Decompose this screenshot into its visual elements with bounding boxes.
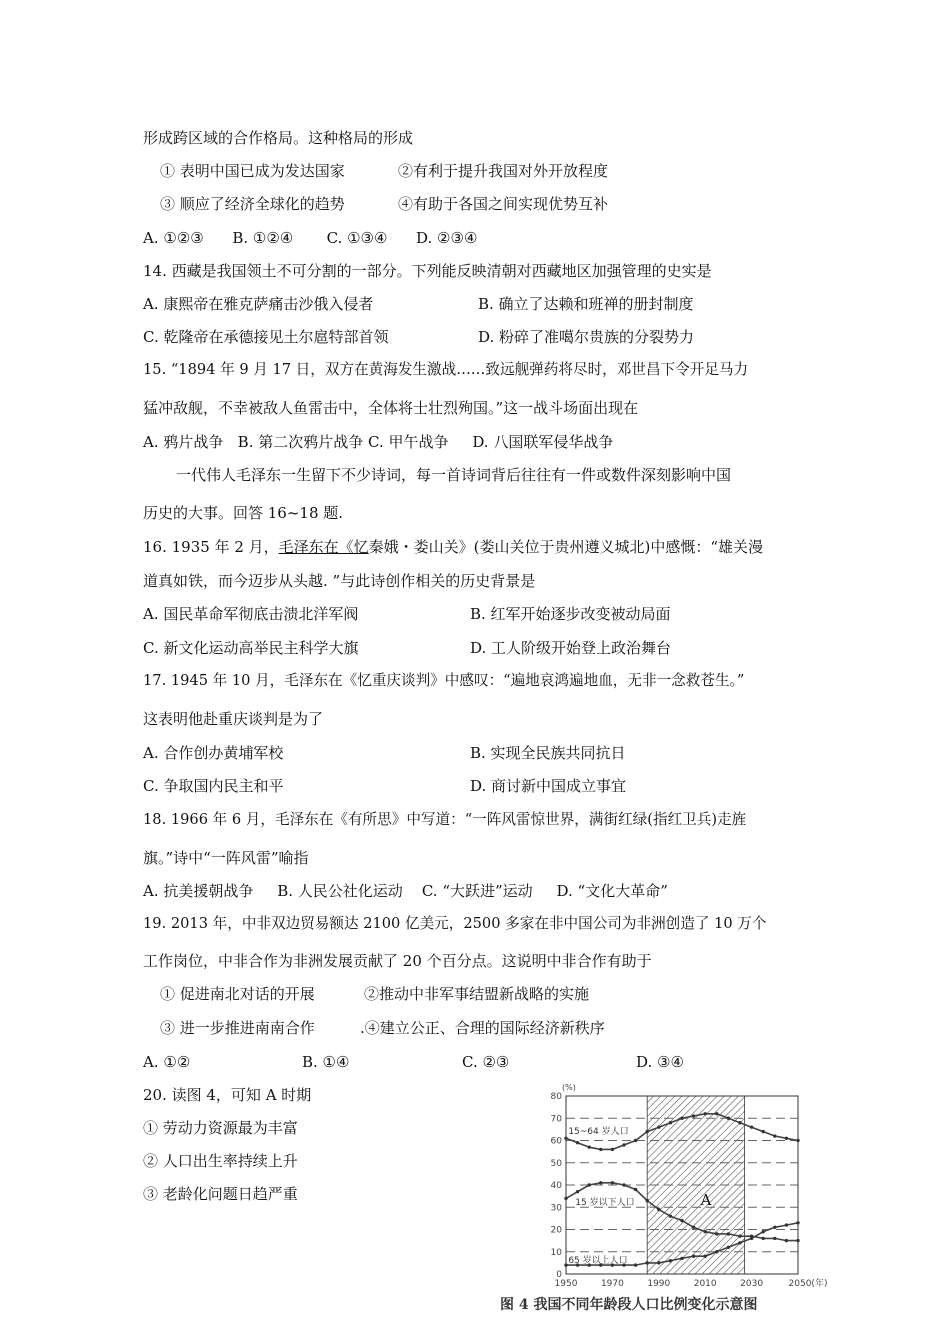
data-point — [599, 1181, 602, 1184]
data-point — [634, 1263, 637, 1266]
q14-stem: 14. 西藏是我国领土不可分割的一部分。下列能反映清朝对西藏地区加强管理的史实是 — [143, 262, 712, 280]
q13-stem-tail: 形成跨区域的合作格局。这种格局的形成 — [143, 129, 414, 147]
y-tick-label: 40 — [550, 1181, 562, 1191]
q13-statement-1: ① 表明中国已成为发达国家 — [160, 162, 345, 180]
q14-option-c: C. 乾隆帝在承德接见土尔扈特部首领 — [143, 328, 389, 346]
data-point — [738, 1121, 741, 1124]
x-tick-label: 2010 — [693, 1279, 717, 1289]
series-label: 15~64 岁人口 — [568, 1126, 629, 1137]
q20-stem: 20. 读图 4，可知 A 时期 — [143, 1086, 312, 1104]
x-tick-label: 1990 — [647, 1279, 671, 1289]
data-point — [762, 1237, 765, 1240]
data-point — [704, 1230, 707, 1233]
data-point — [564, 1137, 567, 1140]
q17-option-b: B. 实现全民族共同抗日 — [470, 744, 626, 762]
q20-statement-3: ③ 老龄化问题日趋严重 — [143, 1185, 298, 1203]
x-tick-label: 1970 — [600, 1279, 624, 1289]
q13-statement-4: ④有助于各国之间实现优势互补 — [398, 195, 609, 213]
q13-statement-2: ②有利于提升我国对外开放程度 — [398, 162, 609, 180]
data-point — [634, 1188, 637, 1191]
q19-option-c: C. ②③ — [462, 1053, 510, 1071]
q18-stem-2: 旗。”诗中“一阵风雷”喻指 — [143, 849, 309, 867]
data-point — [796, 1139, 799, 1142]
data-point — [646, 1261, 649, 1264]
y-tick-label: 30 — [550, 1203, 562, 1214]
data-point — [750, 1237, 753, 1240]
data-point — [611, 1181, 614, 1184]
y-tick-label: 60 — [550, 1136, 562, 1147]
q13-options: A. ①②③ B. ①②④ C. ①③④ D. ②③④ — [143, 229, 478, 247]
q17-stem-2: 这表明他赴重庆谈判是为了 — [143, 710, 324, 728]
q16-stem-1-tail: 秦娥・娄山关》(娄山关位于贵州遵义城北)中感慨：“雄关漫 — [368, 538, 764, 556]
data-point — [692, 1114, 695, 1117]
data-point — [785, 1223, 788, 1226]
series-label: 15 岁以下人口 — [575, 1198, 635, 1209]
q16-option-d: D. 工人阶级开始登上政治舞台 — [470, 639, 672, 657]
data-point — [564, 1263, 567, 1266]
data-point — [692, 1226, 695, 1229]
x-tick-label: 2030 — [740, 1279, 764, 1289]
x-tick-label: 1950 — [554, 1279, 578, 1289]
q16-option-a: A. 国民革命军彻底击溃北洋军阀 — [143, 605, 359, 623]
data-point — [727, 1117, 730, 1120]
figure-caption: 图 4 我国不同年龄段人口比例变化示意图 — [500, 1297, 758, 1313]
data-point — [576, 1190, 579, 1193]
population-chart — [540, 1082, 850, 1292]
y-tick-label: 10 — [550, 1247, 562, 1258]
data-point — [680, 1257, 683, 1260]
q16-option-b: B. 红军开始逐步改变被动局面 — [470, 605, 671, 623]
y-unit-label: (%) — [562, 1083, 576, 1092]
q19-statement-3: ③ 进一步推进南南合作 — [160, 1019, 315, 1037]
data-point — [657, 1125, 660, 1128]
q20-statement-2: ② 人口出生率持续上升 — [143, 1152, 298, 1170]
q16-option-c: C. 新文化运动高举民主科学大旗 — [143, 639, 359, 657]
data-point — [750, 1125, 753, 1128]
data-point — [634, 1139, 637, 1142]
q19-option-a: A. ①② — [143, 1053, 191, 1071]
data-point — [680, 1117, 683, 1120]
y-tick-label: 50 — [550, 1158, 562, 1169]
q20-statement-1: ① 劳动力资源最为丰富 — [143, 1119, 298, 1137]
data-point — [785, 1137, 788, 1140]
q19-stem-2: 工作岗位，中非合作为非洲发展贡献了 20 个百分点。这说明中非合作有助于 — [143, 952, 652, 970]
data-point — [576, 1141, 579, 1144]
intro-line-2: 历史的大事。回答 16~18 题. — [143, 504, 344, 522]
x-tick-label: 2050(年) — [788, 1279, 828, 1289]
data-point — [680, 1219, 683, 1222]
q15-options: A. 鸦片战争 B. 第二次鸦片战争 C. 甲午战争 D. 八国联军侵华战争 — [143, 433, 614, 451]
q17-option-a: A. 合作创办黄埔军校 — [143, 744, 284, 762]
data-point — [727, 1246, 730, 1249]
data-point — [669, 1259, 672, 1262]
data-point — [715, 1250, 718, 1253]
data-point — [773, 1226, 776, 1229]
data-point — [727, 1232, 730, 1235]
data-point — [762, 1230, 765, 1233]
data-point — [738, 1241, 741, 1244]
data-point — [646, 1199, 649, 1202]
data-point — [599, 1148, 602, 1151]
data-point — [704, 1112, 707, 1115]
data-point — [762, 1130, 765, 1133]
q16-stem-1-underlined: 毛泽东在《忆 — [278, 538, 369, 556]
y-tick-label: 20 — [550, 1225, 562, 1236]
data-point — [657, 1208, 660, 1211]
data-point — [704, 1255, 707, 1258]
data-point — [796, 1221, 799, 1224]
data-point — [622, 1183, 625, 1186]
intro-line-1: 一代伟人毛泽东一生留下不少诗词，每一首诗词背后往往有一件或数件深刻影响中国 — [176, 466, 732, 484]
data-point — [773, 1134, 776, 1137]
q18-options: A. 抗美援朝战争 B. 人民公社化运动 C. “大跃进”运动 D. “文化大革命” — [143, 882, 668, 900]
q19-statement-1: ① 促进南北对话的开展 — [160, 985, 315, 1003]
q15-stem-1: 15. “1894 年 9 月 17 日，双方在黄海发生激战……致远舰弹药将尽时，邓世昌下令开足马力 — [143, 361, 749, 378]
q15-stem-2: 猛冲敌舰，不幸被敌人鱼雷击中，全体将士壮烈殉国。”这一战斗场面出现在 — [143, 399, 639, 417]
period-a-label: A — [700, 1191, 712, 1210]
data-point — [669, 1214, 672, 1217]
data-point — [564, 1197, 567, 1200]
data-point — [669, 1121, 672, 1124]
q19-statement-4: .④建立公正、合理的国际经济新秩序 — [360, 1019, 605, 1037]
q14-option-a: A. 康熙帝在雅克萨痛击沙俄入侵者 — [143, 295, 374, 313]
q17-option-c: C. 争取国内民主和平 — [143, 777, 284, 795]
series-label: 65 岁以上人口 — [568, 1255, 628, 1266]
y-tick-label: 0 — [556, 1270, 562, 1280]
data-point — [692, 1255, 695, 1258]
data-point — [796, 1239, 799, 1242]
data-point — [646, 1130, 649, 1133]
data-point — [715, 1112, 718, 1115]
data-point — [738, 1234, 741, 1237]
q19-option-b: B. ①④ — [302, 1053, 350, 1071]
q18-stem-1: 18. 1966 年 6 月，毛泽东在《有所思》中写道：“一阵风雷惊世界，满街红绿(指红卫兵)走旌 — [143, 811, 747, 828]
data-point — [622, 1143, 625, 1146]
y-tick-label: 80 — [550, 1092, 562, 1102]
q17-stem-1: 17. 1945 年 10 月，毛泽东在《忆重庆谈判》中感叹：“遍地哀鸿遍地血，无非一念救苍生。” — [143, 672, 745, 689]
q19-option-d: D. ③④ — [636, 1053, 684, 1071]
q14-option-d: D. 粉碎了准噶尔贵族的分裂势力 — [478, 328, 695, 346]
q13-statement-3: ③ 顺应了经济全球化的趋势 — [160, 195, 345, 213]
data-point — [588, 1145, 591, 1148]
data-point — [588, 1183, 591, 1186]
q16-stem-1 — [143, 537, 763, 557]
q17-option-d: D. 商讨新中国成立事宜 — [470, 777, 627, 795]
data-point — [785, 1239, 788, 1242]
q19-stem-1: 19. 2013 年，中非双边贸易额达 2100 亿美元，2500 多家在非中国公司为非洲创造了 10 万个 — [143, 915, 767, 932]
data-point — [773, 1237, 776, 1240]
q16-stem-2: 道真如铁，而今迈步从头越. ”与此诗创作相关的历史背景是 — [143, 572, 536, 590]
q19-statement-2: ②推动中非军事结盟新战略的实施 — [364, 985, 590, 1003]
data-point — [611, 1148, 614, 1151]
data-point — [657, 1261, 660, 1264]
data-point — [715, 1232, 718, 1235]
q14-option-b: B. 确立了达赖和班禅的册封制度 — [478, 295, 694, 313]
y-tick-label: 70 — [550, 1114, 562, 1125]
q16-stem-1-lead: 16. 1935 年 2 月， — [143, 538, 279, 556]
